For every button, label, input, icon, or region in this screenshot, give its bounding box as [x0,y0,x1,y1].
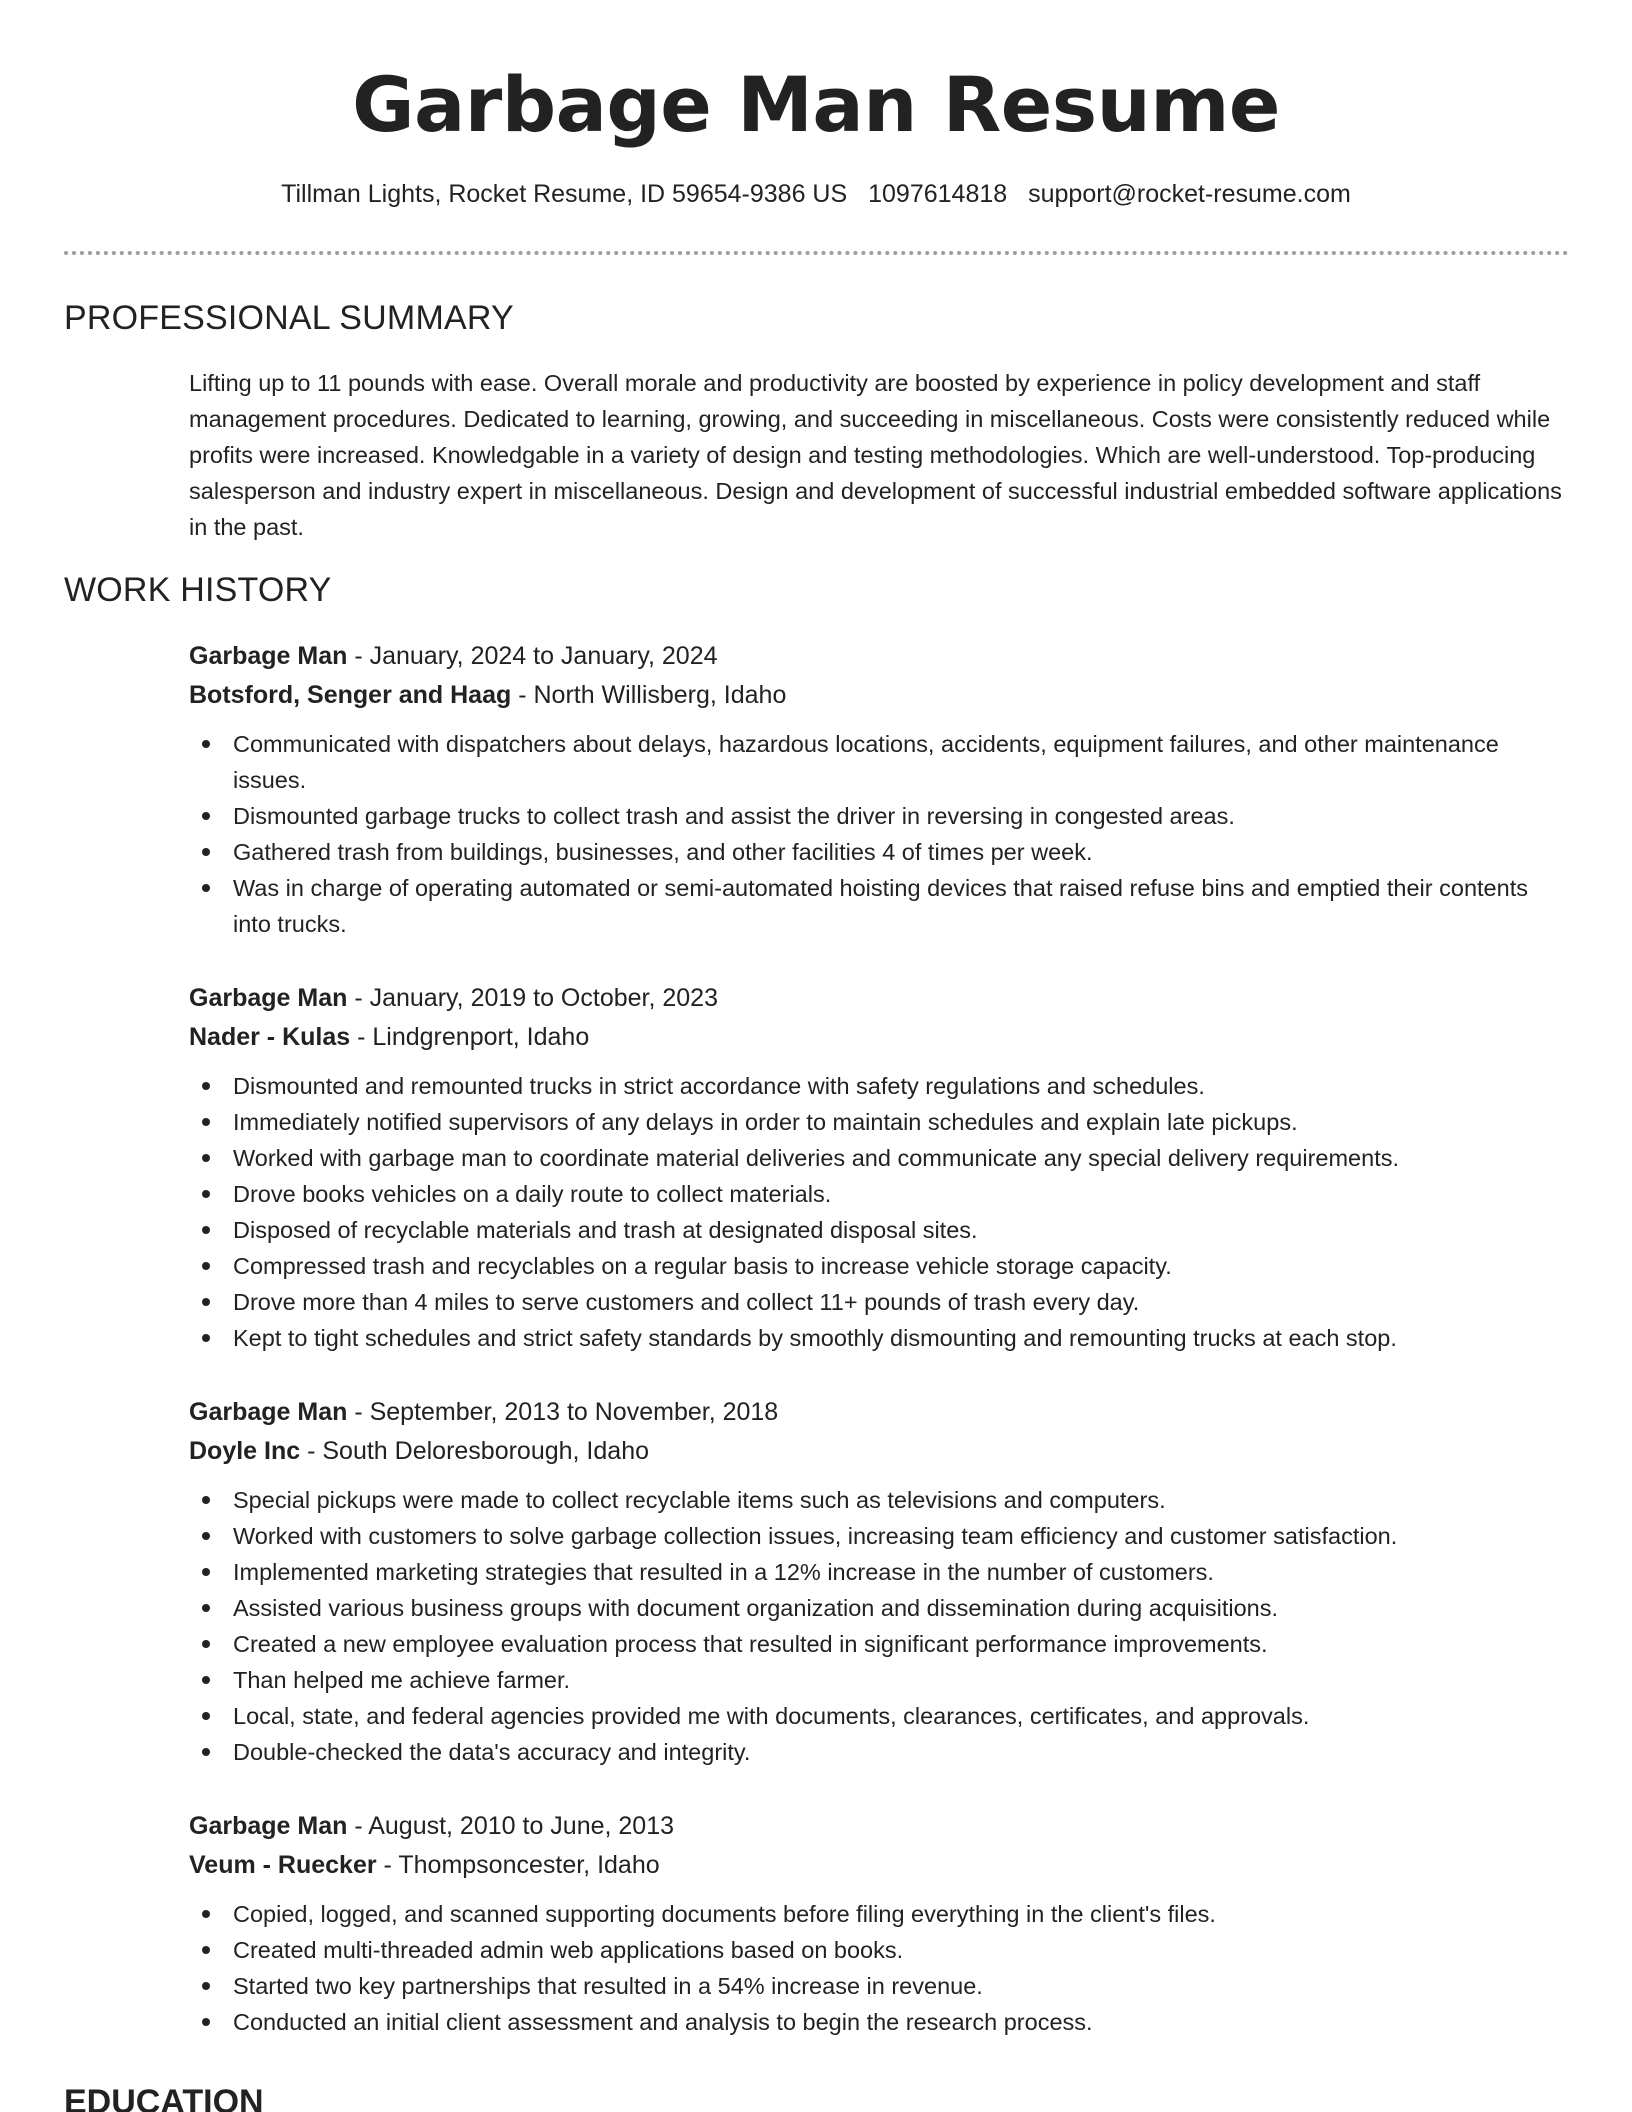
job-bullets [189,1068,1569,1356]
bullet-item: Created a new employee evaluation process that resulted in significant performance improvements. [189,1626,1569,1662]
education-heading: EDUCATION [64,2083,264,2112]
job-title: Garbage Man [189,1398,348,1426]
bullet-item: Implemented marketing strategies that resulted in a 12% increase in the number of customers. [189,1554,1569,1590]
bullet-item: Conducted an initial client assessment and analysis to begin the research process. [189,2004,1569,2040]
bullet-item: Immediately notified supervisors of any delays in order to maintain schedules and explain late pickups. [189,1104,1569,1140]
bullet-item: Gathered trash from buildings, businesses, and other facilities 4 of times per week. [189,834,1569,870]
bullet-item: Created multi-threaded admin web applications based on books. [189,1932,1569,1968]
bullet-item: Local, state, and federal agencies provided me with documents, clearances, certificates, and approvals. [189,1698,1569,1734]
bullet-item: Worked with customers to solve garbage collection issues, increasing team efficiency and customer satisfaction. [189,1518,1569,1554]
job-dates: - September, 2013 to November, 2018 [347,1398,779,1426]
job-company-line [189,1432,1569,1471]
job-title: Garbage Man [189,1812,348,1840]
bullet-item: Worked with garbage man to coordinate material deliveries and communicate any special delivery requirements. [189,1140,1569,1176]
job-title-line [189,1807,1569,1846]
job-company: Nader - Kulas [189,1023,351,1051]
job-title-line [189,637,1569,676]
page-title: Garbage Man Resume [352,60,1280,149]
bullet-item: Dismounted garbage trucks to collect trash and assist the driver in reversing in congested areas. [189,798,1569,834]
bullet-item: Double-checked the data's accuracy and integrity. [189,1734,1569,1770]
bullet-item: Than helped me achieve farmer. [189,1662,1569,1698]
bullet-item: Compressed trash and recyclables on a regular basis to increase vehicle storage capacity. [189,1248,1569,1284]
contact-line [64,179,1568,209]
contact-address: Tillman Lights, Rocket Resume, ID 59654-9386 US [281,180,848,208]
job-location: - South Deloresborough, Idaho [300,1437,649,1465]
work-history-heading: WORK HISTORY [64,571,332,609]
bullet-item: Started two key partnerships that resulted in a 54% increase in revenue. [189,1968,1569,2004]
job-title: Garbage Man [189,984,348,1012]
contact-phone: 1097614818 [868,180,1008,208]
bullet-item: Drove more than 4 miles to serve customers and collect 11+ pounds of trash every day. [189,1284,1569,1320]
bullet-item: Special pickups were made to collect recyclable items such as televisions and computers. [189,1482,1569,1518]
job-location: - Thompsoncester, Idaho [376,1851,660,1879]
bullet-item: Communicated with dispatchers about delays, hazardous locations, accidents, equipment failures, and other maintenance issues. [189,726,1569,798]
job-bullets [189,1482,1569,1770]
job-entry [189,1393,1569,1770]
job-company: Veum - Ruecker [189,1851,377,1879]
summary-heading: PROFESSIONAL SUMMARY [64,299,514,337]
job-title-line [189,979,1569,1018]
job-location: - North Willisberg, Idaho [511,681,787,709]
bullet-item: Copied, logged, and scanned supporting documents before filing everything in the client's files. [189,1896,1569,1932]
header-divider [64,251,1569,255]
bullet-item: Assisted various business groups with document organization and dissemination during acquisitions. [189,1590,1569,1626]
job-bullets [189,1896,1569,2040]
contact-email: support@rocket-resume.com [1028,180,1351,208]
job-company: Botsford, Senger and Haag [189,681,512,709]
job-title-line [189,1393,1569,1432]
job-dates: - January, 2019 to October, 2023 [347,984,718,1012]
job-entry [189,637,1569,942]
resume-header [64,55,1568,209]
job-dates: - January, 2024 to January, 2024 [347,642,718,670]
job-company-line [189,676,1569,715]
bullet-item: Was in charge of operating automated or semi-automated hoisting devices that raised refuse bins and emptied their contents into trucks. [189,870,1569,942]
job-entry [189,979,1569,1356]
summary-text: Lifting up to 11 pounds with ease. Overall morale and productivity are boosted by experience in policy development and staff management procedures. Dedicated to learning, growing, and succeeding in miscellaneous. Costs were consistently reduced while profits were increased. Knowledgable in a variety of design and testing methodologies. Which are well-understood. Top-producing salesperson and industry expert in miscellaneous. Design and development of successful industrial embedded software applications in the past. [189,370,1562,540]
job-dates: - August, 2010 to June, 2013 [347,1812,675,1840]
job-location: - Lindgrenport, Idaho [350,1023,590,1051]
job-company-line [189,1846,1569,1885]
job-title: Garbage Man [189,642,348,670]
bullet-item: Disposed of recyclable materials and trash at designated disposal sites. [189,1212,1569,1248]
job-bullets [189,726,1569,942]
job-company-line [189,1018,1569,1057]
job-company: Doyle Inc [189,1437,301,1465]
bullet-item: Drove books vehicles on a daily route to collect materials. [189,1176,1569,1212]
bullet-item: Kept to tight schedules and strict safety standards by smoothly dismounting and remounting trucks at each stop. [189,1320,1569,1356]
job-entry [189,1807,1569,2040]
bullet-item: Dismounted and remounted trucks in strict accordance with safety regulations and schedules. [189,1068,1569,1104]
